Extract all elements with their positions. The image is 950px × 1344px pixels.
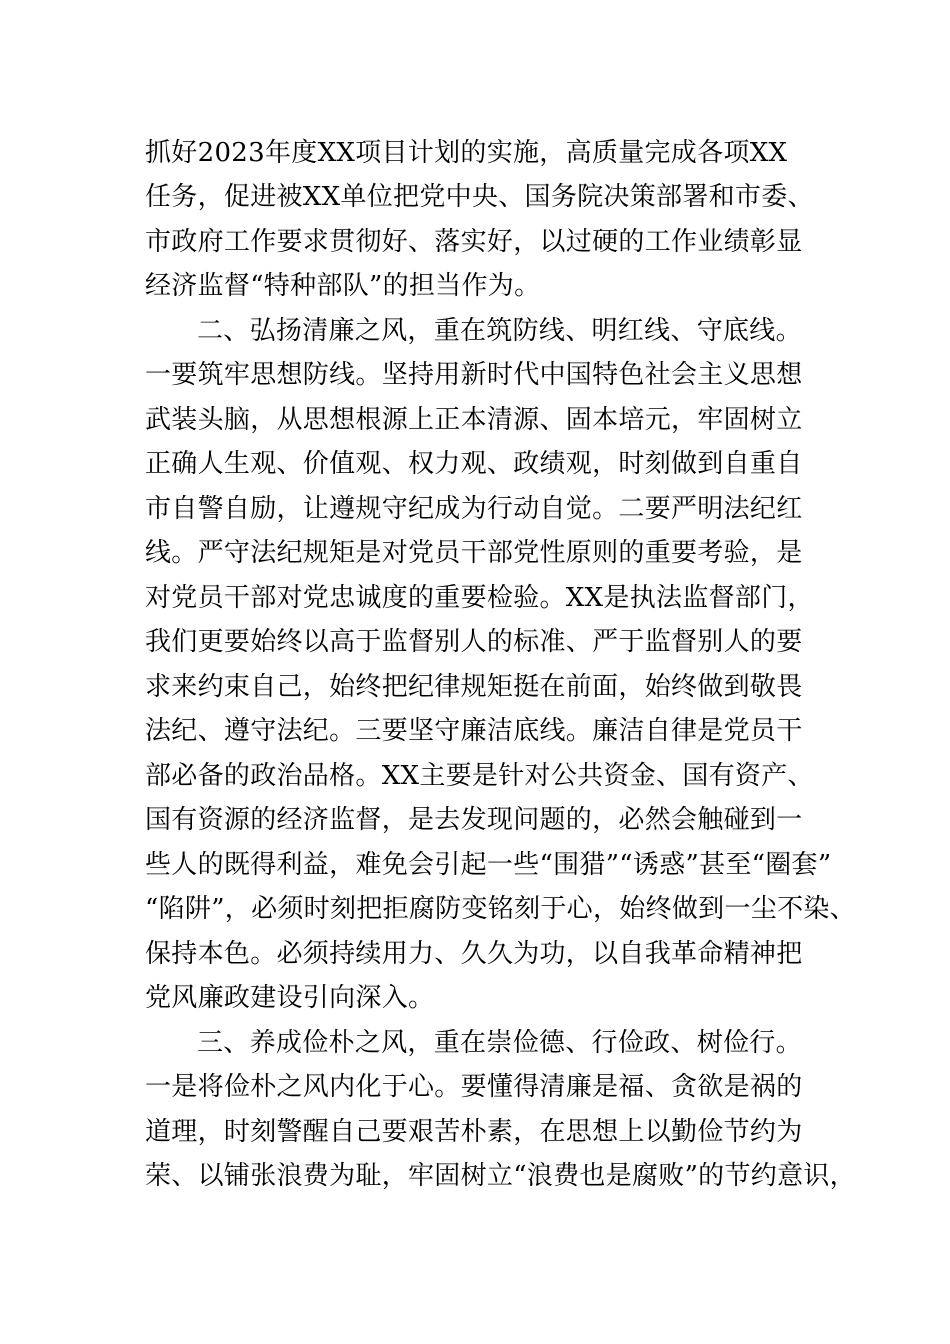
text-line: 求来约束自己，始终把纪律规矩挺在前面，始终做到敬畏 (145, 672, 803, 702)
text-line: 保持本色。必须持续用力、久久为功，以自我革命精神把 (145, 939, 803, 969)
text-line: 法纪、遵守法纪。三要坚守廉洁底线。廉洁自律是党员干 (145, 716, 803, 746)
text-line: 武装头脑，从思想根源上正本清源、固本培元，牢固树立 (145, 405, 803, 435)
text-line: 市政府工作要求贯彻好、落实好，以过硬的工作业绩彰显 (145, 227, 803, 257)
text-line: 我们更要始终以高于监督别人的标准、严于监督别人的要 (145, 627, 803, 657)
text-line: 一是将俭朴之风内化于心。要懂得清廉是福、贪欲是祸的 (145, 1072, 803, 1102)
text-line: 道理，时刻警醒自己要艰苦朴素，在思想上以勤俭节约为 (145, 1117, 803, 1147)
text-line: 任务，促进被XX单位把党中央、国务院决策部署和市委、 (145, 182, 814, 212)
text-line: 一要筑牢思想防线。坚持用新时代中国特色社会主义思想 (145, 360, 803, 390)
text-line: 经济监督“特种部队”的担当作为。 (145, 271, 541, 301)
section-heading-line: 三、养成俭朴之风，重在崇俭德、行俭政、树俭行。 (197, 1028, 802, 1058)
text-line: 些人的既得利益，难免会引起一些“围猎”“诱惑”甚至“圈套” (145, 850, 832, 880)
text-line: 对党员干部对党忠诚度的重要检验。XX是执法监督部门， (145, 583, 814, 613)
text-line: 市自警自励，让遵规守纪成为行动自觉。二要严明法纪红 (145, 494, 803, 524)
text-line: 部必备的政治品格。XX主要是针对公共资金、国有资产、 (145, 761, 814, 791)
text-line: 国有资源的经济监督，是去发现问题的，必然会触碰到一 (145, 805, 803, 835)
text-line: 党风廉政建设引向深入。 (145, 983, 435, 1013)
text-line: 荣、以铺张浪费为耻，牢固树立“浪费也是腐败”的节约意识， (145, 1161, 856, 1191)
text-line: 抓好2023年度XX项目计划的实施，高质量完成各项XX (145, 138, 788, 168)
section-heading-line: 二、弘扬清廉之风，重在筑防线、明红线、守底线。 (197, 316, 802, 346)
text-line: 线。严守法纪规矩是对党员干部党性原则的重要考验，是 (145, 538, 803, 568)
text-line: 正确人生观、价值观、权力观、政绩观，时刻做到自重自 (145, 449, 803, 479)
text-line: “陷阱”，必须时刻把拒腐防变铭刻于心，始终做到一尘不染、 (145, 894, 856, 924)
